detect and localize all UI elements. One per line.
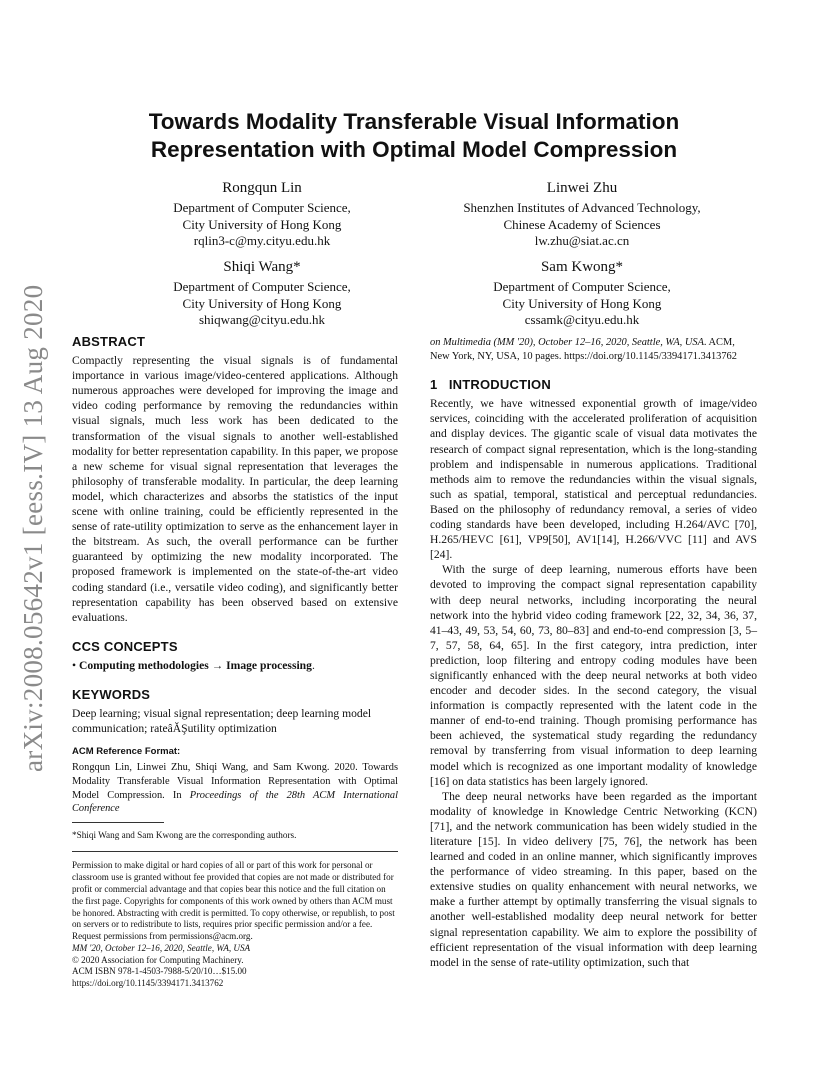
author-block-3 [122,257,402,329]
doi-link[interactable]: https://doi.org/10.1145/3394171.3413762 [72,978,224,989]
acm-reference-tail: . ACM, New York, NY, USA, 10 pages. https://doi.org/10.1145/3394171.3413762 [430,337,737,362]
acm-reference-venue: Proceedings of the 28th ACM International Conference [72,789,399,815]
right-column [430,336,757,970]
abstract-text: Compactly representing the visual signals is of fundamental importance in various image/video-centered applications. Although numerous approaches were developed for improving the image and video coding performance by removing the redundancies within visual signals, much less work has been dedicated to the transformation of the visual signals to another well-established modality for better representation capability. In this paper, we propose a new scheme for visual signal representation that leverages the philosophy of transferable modality. In particular, the deep learning model, which characterizes and absorbs the statistics of the input scene with online training, could be efficiently represented in the sense of rate-utility optimization to serve as the enhancement layer in the bitstream. As such, the overall performance can be further guaranteed by optimizing the new modality incorporated. The proposed framework is implemented on the state-of-the-art video coding standard (i.e., versatile video coding), and significantly better representation capability has been observed based on extensive evaluations. [72,354,398,624]
intro-paragraph-1: Recently, we have witnessed exponential growth of image/video services, coinciding with the accelerated proliferation of acquisition and display devices. The gigantic scale of visual data motivates the research of compact signal representation, which is the long-standing problem and indispensable in numerous applications. Traditional methods aim to remove the redundancies within the visual signals, such as spatial, temporal, statistical and perceptual redundancies. Based on the philosophy of redundancy removal, a series of video coding standards have been developed, including H.264/AVC [70], H.265/HEVC [61], VP9[50], AV1[14], H.266/VVC [11] and AVS [24]. [430,397,757,562]
isbn-line: ACM ISBN 978-1-4503-7988-5/20/10…$15.00 [72,966,247,977]
author-affiliation: Department of Computer Science, [173,200,351,215]
left-column [72,334,398,990]
author-email: cssamk@cityu.edu.hk [524,312,640,327]
author-name: Shiqi Wang* [223,259,301,275]
corresponding-author-footnote: *Shiqi Wang and Sam Kwong are the corresponding authors. [72,829,297,840]
acm-reference-venue-continued: on Multimedia (MM '20), October 12–16, 2020, Seattle, WA, USA [430,337,704,348]
paper-title [70,108,758,164]
acm-reference-body: Rongqun Lin, Linwei Zhu, Shiqi Wang, and Sam Kwong. 2020. Towards Modality Transferable Visual Information Representation with Optimal Model Compression. In [72,762,398,801]
title-line-1: Towards Modality Transferable Visual Information [148,109,680,134]
introduction-heading: 1 INTRODUCTION [430,377,551,393]
author-affiliation: City University of Hong Kong [502,295,662,311]
intro-paragraph-2: With the surge of deep learning, numerous efforts have been devoted to improving the compact signal representation capability with deep neural networks, including incorporating the neural network into the hybrid video coding framework [22, 32, 34, 36, 37, 41–43, 49, 53, 54, 60, 73, 80–83] and end-to-end compression [3, 5–7, 57, 58, 64, 65]. In the first category, intra prediction, inter prediction, loop filtering and entropy coding modules have been significantly enhanced with the deep neural networks at both video encoder and decoder sides. In the second category, the visual information is compactly represented with the latent code in the manner of end-to-end training. Though promising performance has been achieved, the systematical study regarding the redundancy removal by transferring from visual information to deep learning model which is recognized as one important modality of knowledge [16] on data statistics has been largely ignored. [430,563,757,788]
permission-text: Permission to make digital or hard copies of all or part of this work for personal or classroom use is granted without fee provided that copies are not made or distributed for profit or commercial advantage and that copies bear this notice and the full citation on the first page. Copyrights for components of this work owned by others than ACM must be honored. Abstracting with credit is permitted. To copy otherwise, or republish, to post on servers or to redistribute to lists, requires prior specific permission and/or a fee. Request permissions from permissions@acm.org. [72,860,395,942]
author-block-1 [122,178,402,250]
keywords-text: Deep learning; visual signal representation; deep learning model communication; rateâĂŞutility optimization [72,707,372,736]
author-affiliation: City University of Hong Kong [182,216,342,232]
permission-venue-text: MM '20, October 12–16, 2020, Seattle, WA, USA [72,942,251,953]
copyright-line: © 2020 Association for Computing Machinery. [72,954,244,965]
author-block-4 [430,257,734,329]
bullet-glyph: • [72,658,79,672]
keywords-heading: KEYWORDS [72,686,151,702]
author-name: Rongqun Lin [222,180,302,196]
author-name: Linwei Zhu [546,180,618,196]
ccs-heading: CCS CONCEPTS [72,638,178,654]
acm-reference-continued [430,336,757,363]
author-affiliation: City University of Hong Kong [182,295,342,311]
abstract-heading: ABSTRACT [72,334,146,349]
title-line-2: Representation with Optimal Model Compression [150,137,678,162]
author-affiliation: Department of Computer Science, [173,279,351,294]
permission-divider [72,851,398,852]
arxiv-identifier-stamp: arXiv:2008.05642v1 [eess.IV] 13 Aug 2020 [18,284,48,772]
ccs-concept-text: Computing methodologies → Image processing [78,658,312,672]
author-affiliation: Chinese Academy of Sciences [503,216,661,232]
permission-venue [72,943,398,955]
acm-reference-text [72,761,398,815]
ccs-concept-item [72,658,398,673]
acm-reference-label: ACM Reference Format: [72,746,181,758]
author-block-2 [430,178,734,250]
author-email: shiqwang@cityu.edu.hk [198,312,326,327]
footnote-divider [72,822,164,823]
author-affiliation: Department of Computer Science, [493,279,671,294]
author-email: lw.zhu@siat.ac.cn [534,233,630,248]
author-affiliation: Shenzhen Institutes of Advanced Technology, [463,200,701,215]
author-email: rqlin3-c@my.cityu.edu.hk [193,233,331,248]
author-name: Sam Kwong* [540,259,624,275]
intro-paragraph-3: The deep neural networks have been regarded as the important modality of knowledge in Knowledge Centric Networking (KCN) [71], and the network communication has been widely studied in the literature [15]. In video delivery [75, 76], the network has been learned and coded in an online manner, which significantly improves the performance of video streaming. In this paper, based on the extensive studies on quality enhancement with neural networks, we make a further attempt by optimally transferring the visual signals to another well-established modality deep neural network for better signal representation capability. We aim to explore the possibility of efficient representation of the visual information with deep learning model in the sense of rate-utility optimization, such that [430,789,757,969]
ccs-tail: . [311,658,315,672]
permission-block [72,860,398,990]
